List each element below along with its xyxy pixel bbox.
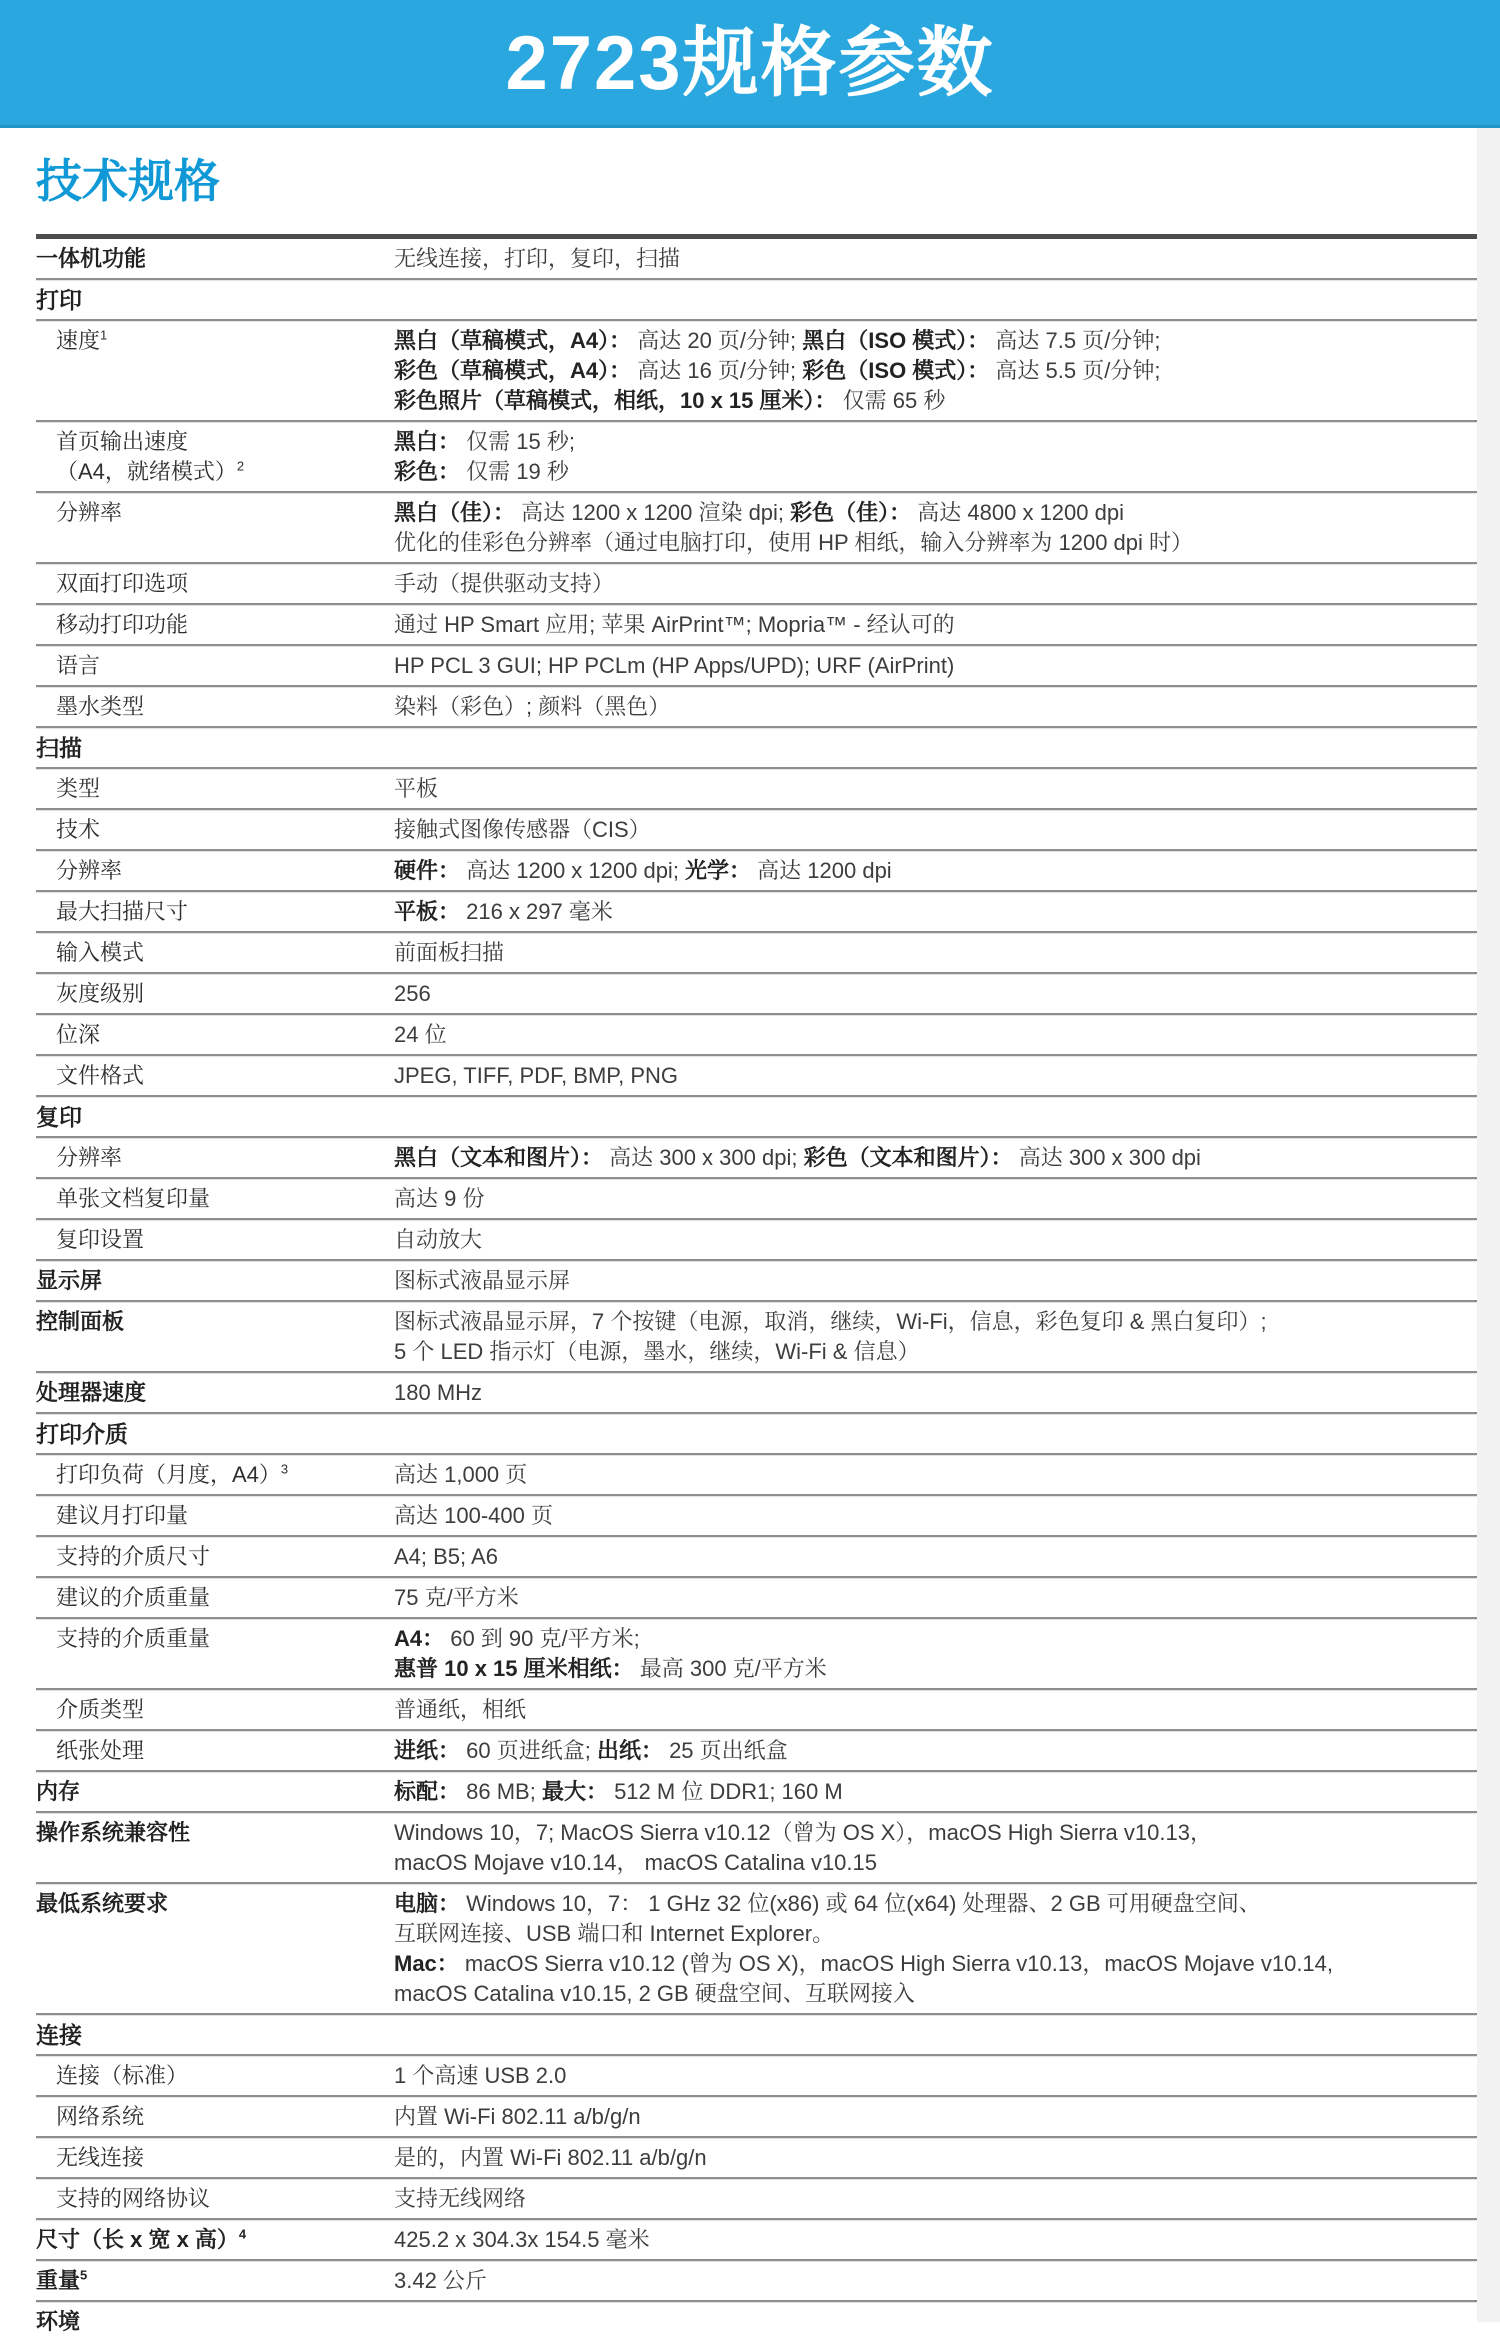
spec-row (36, 644, 1477, 685)
spec-value: 接触式图像传感器（CIS） (394, 817, 651, 842)
spec-label: 墨水类型 (56, 694, 145, 719)
spec-label: 首页输出速度 （A4，就绪模式）$^2$ (56, 429, 245, 484)
spec-value: 进纸： 60 页进纸盒; 出纸： 25 页出纸盒 (394, 1738, 788, 1763)
spec-label: 灰度级别 (56, 981, 145, 1006)
spec-row (36, 808, 1477, 849)
spec-label: 位深 (56, 1022, 101, 1047)
spec-row (36, 1300, 1477, 1371)
spec-value: 平板 (394, 776, 439, 801)
spec-label: 重量$^5$ (36, 2267, 88, 2293)
spec-row (36, 1371, 1477, 1412)
spec-row (36, 931, 1477, 972)
spec-value: 425.2 x 304.3x 154.5 毫米 (394, 2227, 650, 2252)
spec-value: 3.42 公斤 (394, 2268, 487, 2293)
spec-label: 复印设置 (56, 1227, 145, 1252)
spec-row (36, 1054, 1477, 1095)
header-banner (0, 0, 1500, 128)
spec-row (36, 1218, 1477, 1259)
spec-label: 无线连接 (56, 2145, 145, 2170)
spec-label: 类型 (56, 776, 101, 801)
spec-value: 1 个高速 USB 2.0 (394, 2063, 567, 2088)
spec-row (36, 2218, 1477, 2259)
spec-label: 文件格式 (56, 1063, 145, 1088)
spec-value: 无线连接，打印，复印，扫描 (394, 246, 681, 271)
spec-row (36, 1729, 1477, 1770)
spec-label: 分辨率 (56, 858, 123, 883)
spec-row (36, 1259, 1477, 1300)
spec-value: 自动放大 (394, 1227, 483, 1252)
spec-value: 图标式液晶显示屏，7 个按键（电源，取消，继续，Wi-Fi，信息，彩色复印 & 黑白复印）; 5 个 LED 指示灯（电源，墨水，继续，Wi-Fi & 信息） (394, 1309, 1267, 1364)
spec-label: 复印 (36, 1104, 82, 1130)
spec-row (36, 849, 1477, 890)
spec-label: 移动打印功能 (56, 612, 189, 637)
section-header-row (36, 278, 1477, 319)
spec-row (36, 890, 1477, 931)
spec-value: 黑白： 仅需 15 秒; 彩色： 仅需 19 秒 (394, 429, 575, 484)
spec-value: 标配： 86 MB; 最大： 512 M 位 DDR1; 160 M (394, 1779, 843, 1804)
spec-value: 支持无线网络 (394, 2186, 527, 2211)
spec-value: 硬件： 高达 1200 x 1200 dpi; 光学： 高达 1200 dpi (394, 858, 892, 883)
spec-value: 黑白（草稿模式，A4）： 高达 20 页/分钟; 黑白（ISO 模式）： 高达 7.5 页/分钟; 彩色（草稿模式，A4）： 高达 16 页/分钟; 彩色（ISO 模式）： 高达 5.5 页/分钟; 彩色照片（草稿模式，相纸，10 x 15 厘米）： 仅需 65 秒 (394, 328, 1161, 413)
spec-row (36, 1617, 1477, 1688)
spec-row (36, 1688, 1477, 1729)
page-right-margin (1477, 128, 1500, 2322)
spec-label: 控制面板 (36, 1309, 125, 1334)
spec-row (36, 1177, 1477, 1218)
spec-label: 一体机功能 (36, 246, 147, 271)
spec-row (36, 603, 1477, 644)
spec-row (36, 2177, 1477, 2218)
spec-label: 建议月打印量 (56, 1503, 189, 1528)
spec-row (36, 2300, 1477, 2334)
section-header-row (36, 2013, 1477, 2054)
tech-specs-heading: 技术规格 (36, 155, 220, 207)
spec-value: Windows 10，7; MacOS Sierra v10.12（曾为 OS X），macOS High Sierra v10.13， macOS Mojave v10.14， macOS Catalina v10.15 (394, 1820, 1212, 1875)
spec-value: 手动（提供驱动支持） (394, 571, 615, 596)
spec-row (36, 319, 1477, 420)
spec-row (36, 1576, 1477, 1617)
spec-row (36, 1811, 1477, 1882)
spec-value: 图标式液晶显示屏 (394, 1268, 571, 1293)
spec-value: 高达 100-400 页 (394, 1503, 553, 1528)
spec-label: 尺寸（长 x 宽 x 高）$^4$ (36, 2226, 247, 2252)
spec-value: 内置 Wi-Fi 802.11 a/b/g/n (394, 2104, 641, 2129)
spec-row (36, 685, 1477, 726)
spec-label: 处理器速度 (36, 1380, 147, 1405)
spec-label: 操作系统兼容性 (36, 1820, 191, 1845)
spec-value: 高达 1,000 页 (394, 1462, 528, 1487)
spec-label: 建议的介质重量 (56, 1585, 211, 1610)
spec-table (36, 239, 1477, 2334)
spec-value: 普通纸，相纸 (394, 1697, 527, 1722)
spec-row (36, 767, 1477, 808)
spec-label: 打印负荷（月度，A4）$^3$ (56, 1461, 289, 1487)
spec-label: 环境 (36, 2309, 81, 2334)
spec-label: 最低系统要求 (36, 1891, 169, 1916)
spec-value: 通过 HP Smart 应用; 苹果 AirPrint™; Mopria™ - 经认可的 (394, 612, 955, 637)
spec-row (36, 1770, 1477, 1811)
spec-row (36, 2136, 1477, 2177)
spec-value: 256 (394, 981, 431, 1006)
spec-value: 染料（彩色）; 颜料（黑色） (394, 694, 671, 719)
spec-label: 连接（标准） (56, 2063, 189, 2088)
spec-label: 连接 (36, 2022, 82, 2048)
spec-value: 平板： 216 x 297 毫米 (394, 899, 613, 924)
spec-value: 黑白（佳）： 高达 1200 x 1200 渲染 dpi; 彩色（佳）： 高达 4800 x 1200 dpi 优化的佳彩色分辨率（通过电脑打印，使用 HP 相纸，输入分辨率为 1200 dpi 时） (394, 500, 1194, 555)
spec-value: A4： 60 到 90 克/平方米; 惠普 10 x 15 厘米相纸： 最高 300 克/平方米 (394, 1626, 827, 1681)
spec-row (36, 1535, 1477, 1576)
section-header-row (36, 1095, 1477, 1136)
spec-row (36, 1882, 1477, 2013)
spec-value: A4; B5; A6 (394, 1544, 498, 1569)
spec-label: 最大扫描尺寸 (56, 899, 189, 924)
spec-row (36, 239, 1477, 278)
spec-value: 高达 9 份 (394, 1186, 485, 1211)
spec-label: 技术 (56, 817, 101, 842)
spec-row (36, 562, 1477, 603)
spec-label: 纸张处理 (56, 1738, 145, 1763)
spec-row (36, 1494, 1477, 1535)
spec-row (36, 1136, 1477, 1177)
spec-row (36, 2095, 1477, 2136)
spec-label: 速度$^1$ (56, 327, 108, 353)
spec-row (36, 972, 1477, 1013)
spec-label: 介质类型 (56, 1697, 145, 1722)
spec-value: 是的，内置 Wi-Fi 802.11 a/b/g/n (394, 2145, 707, 2170)
spec-label: 输入模式 (56, 940, 145, 965)
spec-row (36, 2259, 1477, 2300)
spec-label: 分辨率 (56, 500, 123, 525)
spec-value: 75 克/平方米 (394, 1585, 519, 1610)
spec-row (36, 2054, 1477, 2095)
spec-row (36, 420, 1477, 491)
spec-value: 前面板扫描 (394, 940, 505, 965)
spec-row (36, 1013, 1477, 1054)
spec-label: 单张文档复印量 (56, 1186, 211, 1211)
spec-label: 打印介质 (36, 1421, 128, 1447)
spec-label: 打印 (36, 287, 82, 313)
spec-value: 黑白（文本和图片）： 高达 300 x 300 dpi; 彩色（文本和图片）： 高达 300 x 300 dpi (394, 1145, 1201, 1170)
spec-value: 180 MHz (394, 1380, 483, 1405)
spec-value: 电脑： Windows 10，7： 1 GHz 32 位(x86) 或 64 位(x64) 处理器、2 GB 可用硬盘空间、 互联网连接、USB 端口和 Internet Explorer。 Mac： macOS Sierra v10.12 (曾为 OS X)，macOS High Sierra v10.13，macOS Mojave v10.14, macOS Catalina v10.15, 2 GB 硬盘空间、互联网接入 (394, 1891, 1334, 2006)
spec-value: 24 位 (394, 1022, 447, 1047)
section-header-row (36, 1412, 1477, 1453)
spec-label: 支持的介质尺寸 (56, 1544, 211, 1569)
spec-label: 支持的网络协议 (56, 2186, 211, 2211)
spec-label: 网络系统 (56, 2104, 145, 2129)
spec-label: 语言 (56, 653, 101, 678)
spec-label: 分辨率 (56, 1145, 123, 1170)
spec-sheet (36, 128, 1477, 2334)
spec-row (36, 491, 1477, 562)
spec-row (36, 1453, 1477, 1494)
spec-label: 支持的介质重量 (56, 1626, 211, 1651)
section-header-row (36, 726, 1477, 767)
spec-value: HP PCL 3 GUI; HP PCLm (HP Apps/UPD); URF (AirPrint) (394, 653, 955, 678)
spec-value: JPEG, TIFF, PDF, BMP, PNG (394, 1063, 679, 1088)
spec-label: 双面打印选项 (56, 571, 189, 596)
spec-label: 显示屏 (36, 1268, 103, 1293)
page-title: 2723规格参数 (505, 21, 995, 106)
spec-label: 扫描 (36, 735, 82, 761)
spec-label: 内存 (36, 1779, 81, 1804)
